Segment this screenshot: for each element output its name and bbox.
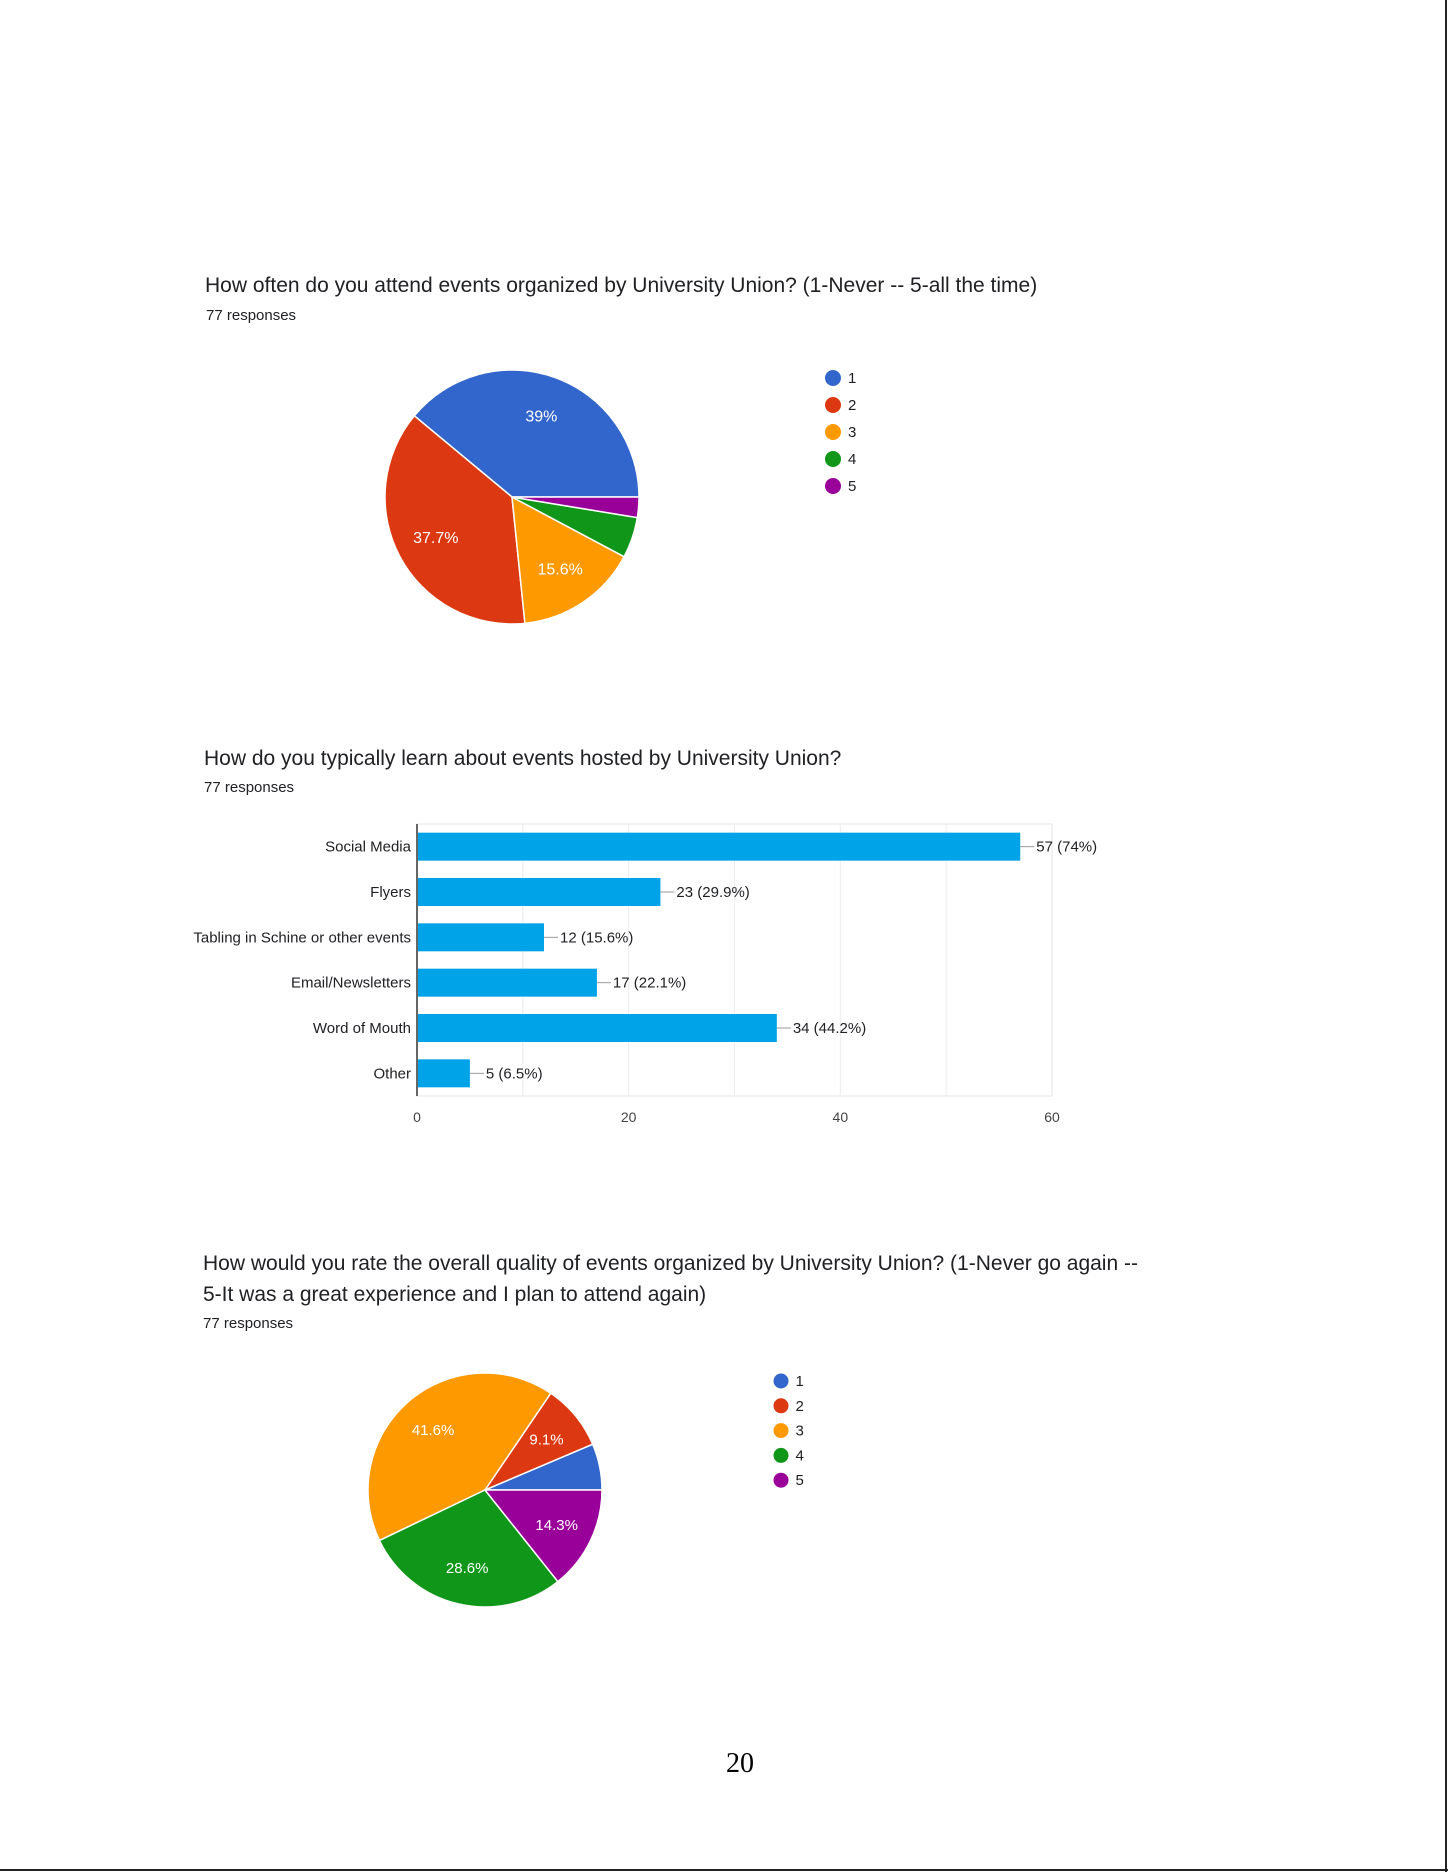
bar-category-label-email-newsletters: Email/Newsletters	[290, 974, 411, 992]
bar-value-label-word-of-mouth: 34 (44.2%)	[792, 1020, 867, 1037]
bar-value-label-tabling-in-schine-or-other-events: 12 (15.6%)	[560, 929, 634, 947]
question-3-responses: 77 responses	[203, 1315, 294, 1332]
bar-category-label-social-media: Social Media	[325, 838, 411, 856]
page-number: 20	[726, 1748, 754, 1779]
pie1-legend-swatch-2	[825, 397, 841, 413]
pie3-legend-swatch-4	[774, 1448, 789, 1463]
bar-x-tick-label-20: 20	[620, 1109, 637, 1125]
pie1-slice-label-2: 37.7%	[413, 530, 459, 548]
pie-chart-attendance	[385, 370, 856, 624]
pie1-legend-swatch-5	[825, 478, 841, 494]
bar-chart-learn-about-events	[193, 824, 1097, 1125]
question-1-title: How often do you attend events organized by University Union? (1-Never -- 5-all the time)	[205, 274, 1038, 297]
bar-other	[418, 1059, 470, 1087]
pie1-legend-swatch-4	[825, 451, 841, 467]
pie3-legend-swatch-1	[774, 1374, 789, 1389]
pie-chart-quality-rating	[368, 1373, 804, 1607]
pie3-legend-swatch-2	[774, 1398, 789, 1413]
pie1-legend-label-4: 4	[848, 451, 857, 468]
pie1-legend-label-1: 1	[848, 370, 857, 387]
bar-x-tick-label-60: 60	[1044, 1109, 1060, 1125]
bar-category-label-tabling-in-schine-or-other-events: Tabling in Schine or other events	[193, 929, 411, 947]
pie3-legend-label-1: 1	[795, 1373, 804, 1390]
pie3-legend-swatch-3	[774, 1423, 789, 1438]
pie1-legend-label-5: 5	[848, 478, 857, 495]
pie1-legend-label-2: 2	[848, 397, 857, 414]
pie3-slice-label-2: 9.1%	[529, 1431, 564, 1449]
bar-value-label-flyers: 23 (29.9%)	[676, 884, 750, 901]
question-3-title-line1: How would you rate the overall quality of events organized by University Union? (1-Never go again --	[203, 1252, 1138, 1275]
pie1-slice-label-1: 39%	[525, 408, 558, 426]
pie1-legend-swatch-3	[825, 424, 841, 440]
bar-x-tick-label-0: 0	[413, 1109, 421, 1125]
pie3-slice-label-4: 28.6%	[445, 1559, 489, 1577]
pie3-slice-label-5: 14.3%	[535, 1516, 578, 1534]
pie3-legend-label-3: 3	[795, 1422, 804, 1440]
bar-category-label-other: Other	[373, 1065, 411, 1083]
pie3-legend-label-5: 5	[795, 1472, 804, 1490]
bar-word-of-mouth	[418, 1014, 777, 1042]
bar-category-label-flyers: Flyers	[370, 884, 411, 901]
pie1-legend-label-3: 3	[848, 424, 857, 441]
bar-category-label-word-of-mouth: Word of Mouth	[312, 1020, 411, 1037]
pie3-slice-label-3: 41.6%	[411, 1421, 455, 1439]
pie1-legend-swatch-1	[825, 370, 841, 386]
question-2-title: How do you typically learn about events hosted by University Union?	[204, 747, 842, 770]
question-3-title-line2: 5-It was a great experience and I plan to attend again)	[203, 1283, 707, 1306]
bar-value-label-social-media: 57 (74%)	[1036, 838, 1098, 856]
pie3-legend-swatch-5	[774, 1473, 789, 1488]
bar-social-media	[418, 833, 1020, 861]
pie3-legend-label-4: 4	[795, 1447, 804, 1465]
question-2-responses: 77 responses	[204, 779, 295, 796]
bar-email-newsletters	[418, 969, 597, 997]
bar-value-label-other: 5 (6.5%)	[485, 1065, 543, 1083]
bar-x-tick-label-40: 40	[832, 1109, 849, 1125]
pie1-slice-label-3: 15.6%	[537, 561, 583, 579]
bar-flyers	[418, 878, 660, 906]
question-1-responses: 77 responses	[206, 307, 297, 324]
bar-tabling-in-schine-or-other-events	[418, 923, 544, 951]
bar-value-label-email-newsletters: 17 (22.1%)	[612, 974, 687, 992]
pie3-legend-label-2: 2	[795, 1397, 804, 1415]
